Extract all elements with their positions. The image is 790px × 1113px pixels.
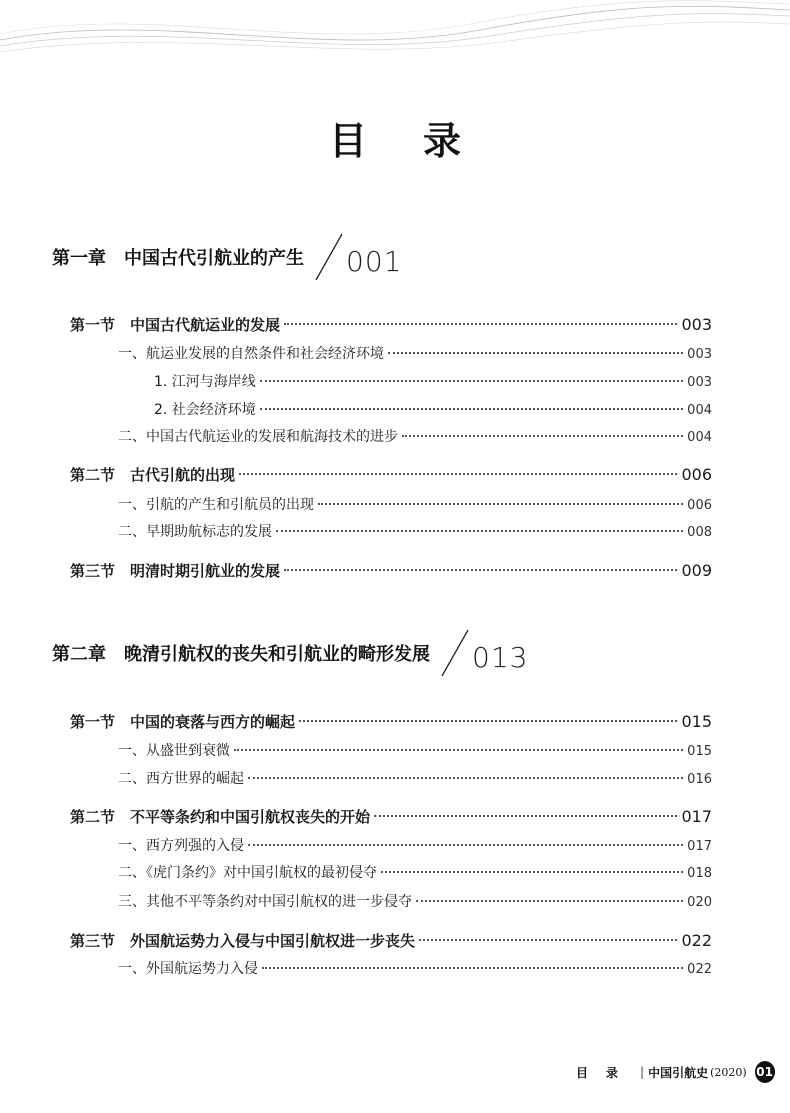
dot-leader xyxy=(284,323,677,325)
page-number: 003 xyxy=(687,347,712,362)
toc-item-entry[interactable] xyxy=(118,891,712,913)
item-title: 二、西方世界的崛起 xyxy=(118,771,244,787)
chapter-title: 第二章 晚清引航权的丧失和引航业的畸形发展 xyxy=(52,644,430,665)
toc-section-entry[interactable] xyxy=(70,806,712,828)
page-number: 020 xyxy=(687,895,712,910)
slash-divider-icon xyxy=(314,232,344,282)
toc-item-entry[interactable] xyxy=(118,768,712,790)
toc-section-entry[interactable] xyxy=(70,930,712,952)
dot-leader xyxy=(262,967,683,969)
item-title: 一、航运业发展的自然条件和社会经济环境 xyxy=(118,346,384,362)
dot-leader xyxy=(248,777,683,779)
page-number: 015 xyxy=(681,712,712,731)
page-number: 006 xyxy=(681,465,712,484)
dot-leader xyxy=(381,871,683,873)
page-number: 017 xyxy=(681,807,712,826)
toc-item-entry[interactable] xyxy=(118,740,712,762)
item-title: 三、其他不平等条约对中国引航权的进一步侵夺 xyxy=(118,894,412,910)
dot-leader xyxy=(299,720,677,722)
toc-section-entry[interactable] xyxy=(70,711,712,733)
page-number: 009 xyxy=(681,561,712,580)
subitem-title: 2. 社会经济环境 xyxy=(154,402,256,418)
page-number: 018 xyxy=(687,866,712,881)
page-number: 017 xyxy=(687,839,712,854)
toc-item-entry[interactable] xyxy=(118,494,712,516)
dot-leader xyxy=(388,352,683,354)
toc-section-entry[interactable] xyxy=(70,314,712,336)
footer-section-label: 目录 xyxy=(576,1065,637,1080)
section-title: 第三节 外国航运势力入侵与中国引航权进一步丧失 xyxy=(70,932,416,950)
toc-item-entry[interactable] xyxy=(118,958,712,980)
toc-subitem-entry[interactable] xyxy=(154,371,712,393)
chapter-page-number: 001 xyxy=(346,245,403,278)
section-title: 第二节 古代引航的出现 xyxy=(70,466,236,484)
page-number: 016 xyxy=(687,772,712,787)
page-number: 008 xyxy=(687,525,712,540)
item-title: 二、中国古代航运业的发展和航海技术的进步 xyxy=(118,429,398,445)
toc-subitem-entry[interactable] xyxy=(154,399,712,421)
page-number: 006 xyxy=(687,498,712,513)
chapter-title: 第一章 中国古代引航业的产生 xyxy=(52,248,304,269)
dot-leader xyxy=(260,408,683,410)
page-footer xyxy=(576,1061,775,1083)
item-title: 二、早期助航标志的发展 xyxy=(118,524,272,540)
section-title: 第二节 不平等条约和中国引航权丧失的开始 xyxy=(70,808,371,826)
toc-item-entry[interactable] xyxy=(118,426,712,448)
page-number: 004 xyxy=(687,403,712,418)
dot-leader xyxy=(374,815,677,817)
toc-item-entry[interactable] xyxy=(118,521,712,543)
toc-section-entry[interactable] xyxy=(70,464,712,486)
page-number: 003 xyxy=(687,375,712,390)
section-title: 第一节 中国的衰落与西方的崛起 xyxy=(70,713,296,731)
footer-page-number: 01 xyxy=(755,1061,775,1083)
page-number: 015 xyxy=(687,744,712,759)
dot-leader xyxy=(402,435,683,437)
toc-item-entry[interactable] xyxy=(118,835,712,857)
dot-leader xyxy=(276,530,683,532)
page-number: 022 xyxy=(687,962,712,977)
dot-leader xyxy=(260,380,683,382)
subitem-title: 1. 江河与海岸线 xyxy=(154,374,256,390)
item-title: 一、外国航运势力入侵 xyxy=(118,961,258,977)
toc-item-entry[interactable] xyxy=(118,343,712,365)
dot-leader xyxy=(248,844,683,846)
item-title: 一、引航的产生和引航员的出现 xyxy=(118,497,314,513)
slash-divider-icon xyxy=(440,628,470,678)
section-title: 第三节 明清时期引航业的发展 xyxy=(70,562,281,580)
footer-year: (2020) xyxy=(710,1065,747,1079)
section-title: 第一节 中国古代航运业的发展 xyxy=(70,316,281,334)
toc-section-entry[interactable] xyxy=(70,560,712,582)
page-number: 022 xyxy=(681,931,712,950)
dot-leader xyxy=(419,939,677,941)
dot-leader xyxy=(284,569,677,571)
chapter-page-number: 013 xyxy=(472,641,529,674)
page-number: 003 xyxy=(681,315,712,334)
page-number: 004 xyxy=(687,430,712,445)
decorative-wave-lines xyxy=(0,0,790,70)
dot-leader xyxy=(318,503,683,505)
item-title: 一、西方列强的入侵 xyxy=(118,838,244,854)
item-title: 一、从盛世到衰微 xyxy=(118,743,230,759)
dot-leader xyxy=(239,473,677,475)
item-title: 二、《虎门条约》对中国引航权的最初侵夺 xyxy=(118,865,377,881)
chapter-heading[interactable] xyxy=(52,232,402,282)
dot-leader xyxy=(234,749,683,751)
footer-book-title: 中国引航史 xyxy=(648,1065,709,1080)
dot-leader xyxy=(416,900,683,902)
page-title: 目录 xyxy=(328,118,517,163)
footer-separator: | xyxy=(640,1065,645,1079)
chapter-heading[interactable] xyxy=(52,628,528,678)
toc-item-entry[interactable] xyxy=(118,862,712,884)
